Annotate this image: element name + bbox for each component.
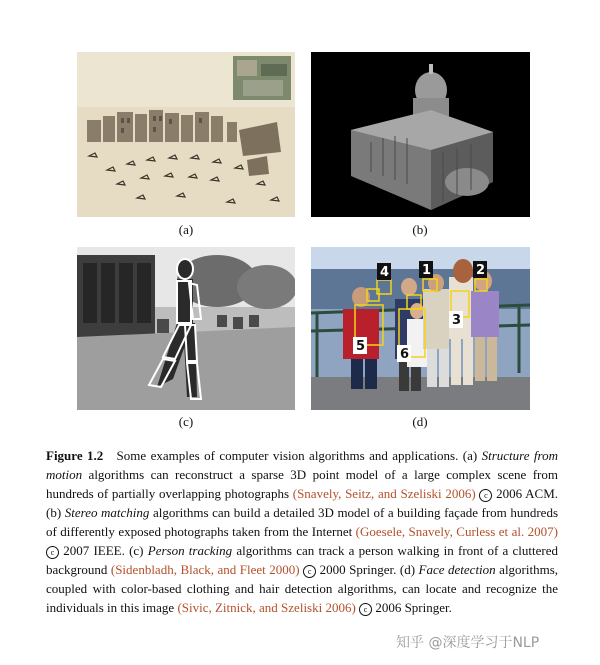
caption-heading: Figure 1.2 <box>46 448 104 463</box>
face-number-1: 1 <box>422 263 432 278</box>
watermark: 知乎 @深度学习于NLP <box>396 635 540 651</box>
face-number-4: 4 <box>380 265 390 280</box>
caption-stereo-copyright: 2007 IEEE. (c) <box>63 543 144 558</box>
citation-goesele-2007[interactable]: (Goesele, Snavely, Curless et al. 2007) <box>355 524 558 539</box>
figure-caption <box>46 446 558 617</box>
citation-snavely-2006[interactable]: (Snavely, Seitz, and Szeliski 2006) <box>292 486 476 501</box>
caption-person-copyright: 2000 Springer. (d) <box>319 562 416 577</box>
copyright-icon: c <box>303 565 316 578</box>
face-number-2: 2 <box>476 263 486 278</box>
stereo-illustration <box>311 52 530 217</box>
copyright-icon: c <box>479 489 492 502</box>
panel-a-label: (a) <box>178 222 194 237</box>
copyright-icon: c <box>359 603 372 616</box>
figure-panel-a-structure-from-motion <box>77 52 295 217</box>
caption-stereo-term: Stereo matching <box>64 505 150 520</box>
caption-face-term: Face detection <box>418 562 496 577</box>
caption-person-term: Person tracking <box>147 543 233 558</box>
caption-face-copyright: 2006 Springer. <box>375 600 452 615</box>
figure-panel-b-stereo-matching <box>311 52 530 217</box>
copyright-icon: c <box>46 546 59 559</box>
panel-c-label: (c) <box>178 414 194 429</box>
figure-panel-c-person-tracking <box>77 247 295 410</box>
face-number-3: 3 <box>452 313 462 328</box>
sfm-illustration <box>77 52 295 217</box>
face-number-6: 6 <box>400 347 410 362</box>
panel-b-label: (b) <box>412 222 428 237</box>
caption-face-text: algorithms, coupled with color-based clothing and hair detection algorithms, can locate and recognize the individuals in this image <box>46 562 559 615</box>
figure-panel-d-face-detection <box>311 247 530 410</box>
panel-d-label: (d) <box>412 414 428 429</box>
citation-sidenbladh-2000[interactable]: (Sidenbladh, Black, and Fleet 2000) <box>110 562 300 577</box>
caption-sfm-copyright: 2006 ACM. (b) <box>46 486 559 520</box>
person-tracking-illustration <box>77 247 295 410</box>
caption-sfm-text: algorithms can reconstruct a sparse 3D point model of a large complex scene from hundreds of partially overlapping photographs <box>46 467 558 501</box>
caption-intro: Some examples of computer vision algorithms and applications. (a) <box>116 448 478 463</box>
caption-person-text: algorithms can track a person walking in front of a cluttered background <box>46 543 559 577</box>
face-number-5: 5 <box>356 339 366 354</box>
citation-sivic-2006[interactable]: (Sivic, Zitnick, and Szeliski 2006) <box>177 600 356 615</box>
face-detection-illustration <box>311 247 530 410</box>
caption-sfm-term: Structure from motion <box>46 448 559 482</box>
caption-stereo-text: algorithms can build a detailed 3D model of a building façade from hundreds of differently exposed photographs taken from the Internet <box>46 505 559 539</box>
